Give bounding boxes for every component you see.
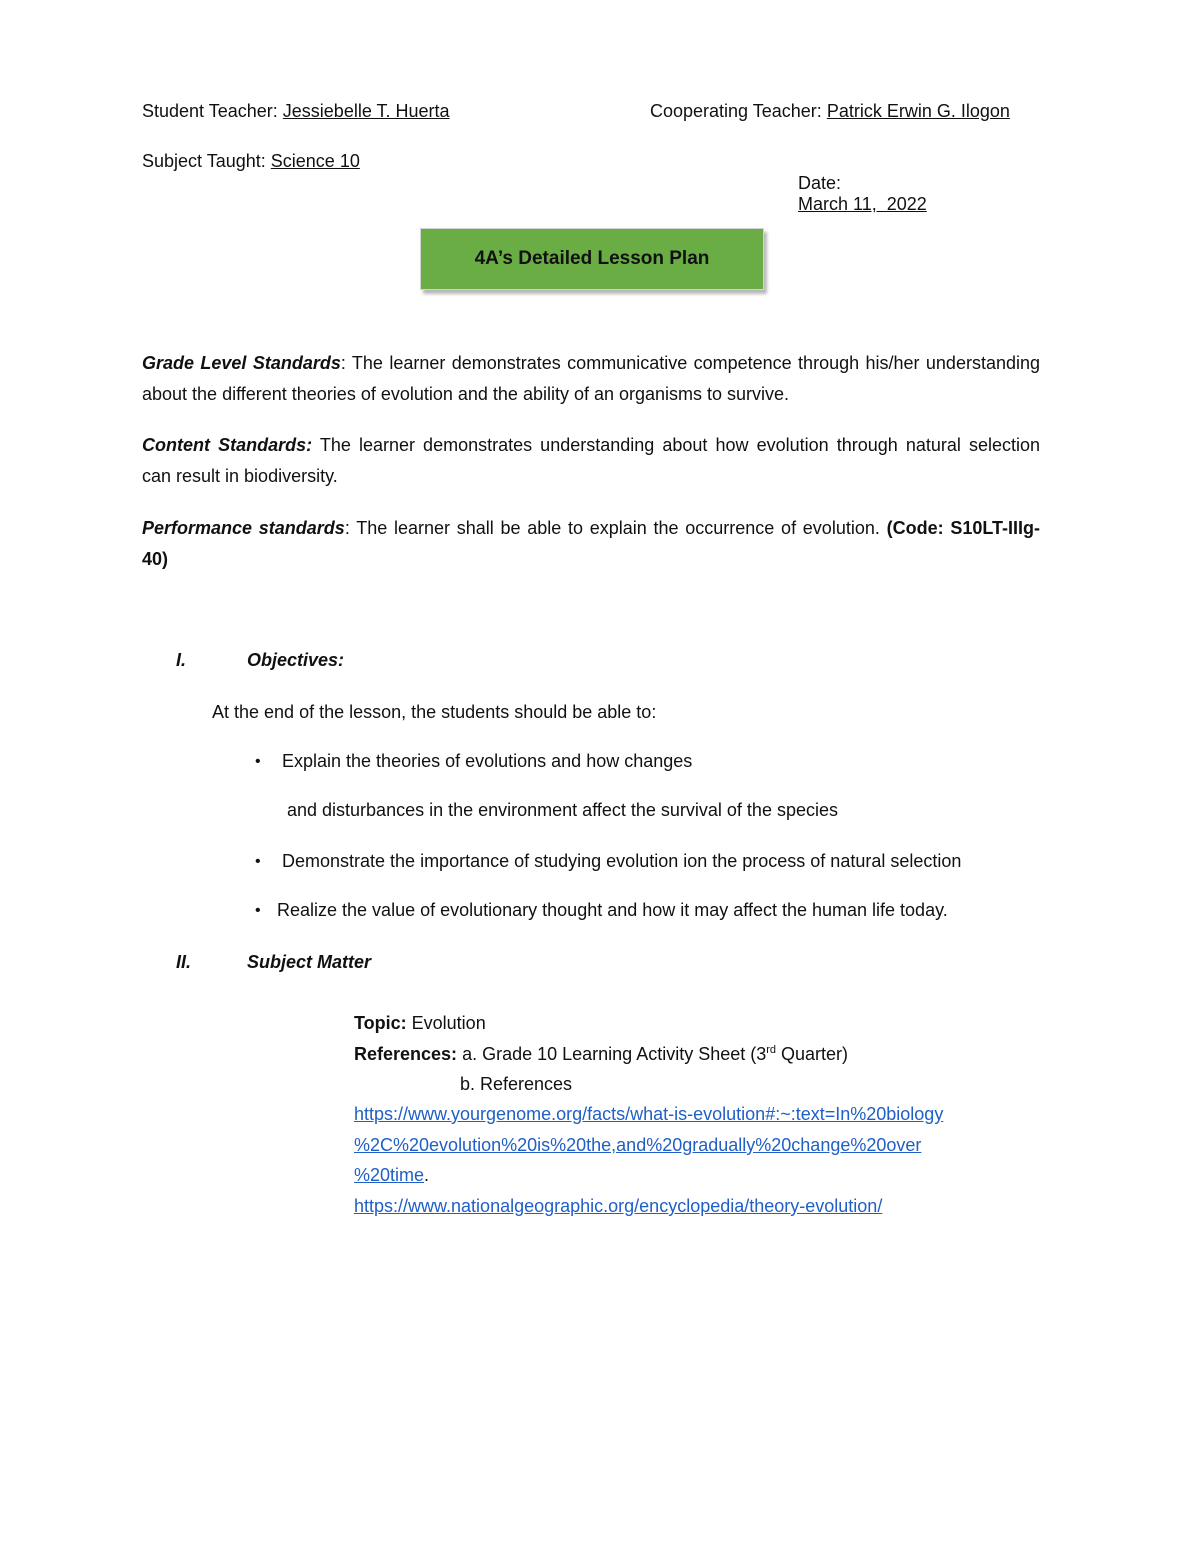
- cooperating-teacher-label: Cooperating Teacher:: [650, 101, 822, 121]
- objective-1-line-2: and disturbances in the environment affect the survival of the species: [287, 800, 838, 820]
- student-teacher-name: Jessiebelle T. Huerta: [282, 101, 450, 121]
- performance-standards: [142, 513, 1040, 575]
- references-label: References:: [354, 1044, 458, 1064]
- content-standards-label: Content Standards:: [142, 435, 313, 455]
- date-value: March 11, 2022: [798, 194, 927, 215]
- reference-link-2-line[interactable]: [354, 1196, 882, 1218]
- subject-taught-line: [142, 151, 360, 173]
- reference-a-suffix: Quarter): [776, 1044, 849, 1064]
- reference-link-1-line-1[interactable]: [354, 1104, 943, 1126]
- subject-taught-label: Subject Taught:: [142, 151, 266, 171]
- objective-2: Demonstrate the importance of studying evolution ion the process of natural selection: [282, 851, 962, 871]
- performance-standards-text: : The learner shall be able to explain the occurrence of evolution.: [344, 518, 887, 538]
- date-line: [788, 151, 927, 216]
- bullet-icon: •: [255, 753, 261, 770]
- bullet-icon: •: [255, 853, 261, 870]
- references-line: [354, 1044, 848, 1066]
- reference-link-1-line-2[interactable]: [354, 1135, 921, 1157]
- objectives-numeral: I.: [176, 650, 187, 670]
- objective-3: Realize the value of evolutionary thought and how it may affect the human life today.: [277, 900, 948, 920]
- subject-taught-value: Science 10: [270, 151, 360, 171]
- cooperating-teacher-line: [650, 101, 1010, 123]
- topic-line: [354, 1013, 486, 1035]
- objective-1-line-1: Explain the theories of evolutions and how changes: [282, 751, 693, 771]
- performance-code: (Code: S10LT-IIIg-40): [142, 518, 1040, 569]
- reference-link-1-text-2[interactable]: %2C%20evolution%20is%20the,and%20gradually%20change%20over: [354, 1135, 922, 1155]
- date-label: Date:: [798, 172, 842, 193]
- reference-link-1-line-3[interactable]: [354, 1165, 429, 1187]
- grade-level-standards-text: : The learner demonstrates communicative competence through his/her understanding about the different theories of evolution and the ability of an organisms to survive.: [142, 353, 1040, 404]
- student-teacher-line: [142, 101, 450, 123]
- objectives-heading: Objectives:: [247, 650, 345, 670]
- performance-standards-label: Performance standards: [142, 518, 345, 538]
- content-standards: [142, 430, 1040, 492]
- subject-matter-heading: Subject Matter: [247, 952, 372, 972]
- grade-level-standards-label: Grade Level Standards: [142, 353, 341, 373]
- grade-level-standards: [142, 348, 1040, 410]
- lesson-plan-title: 4A’s Detailed Lesson Plan: [420, 228, 764, 290]
- objectives-intro: At the end of the lesson, the students should be able to:: [212, 702, 657, 722]
- content-standards-text: The learner demonstrates understanding about how evolution through natural selection can result in biodiversity.: [142, 435, 1040, 486]
- reference-a-prefix: a. Grade 10 Learning Activity Sheet (3: [457, 1044, 767, 1064]
- reference-b: b. References: [460, 1074, 573, 1094]
- cooperating-teacher-name: Patrick Erwin G. Ilogon: [826, 101, 1010, 121]
- reference-link-1-text-1[interactable]: https://www.yourgenome.org/facts/what-is-evolution#:~:text=In%20biology: [354, 1104, 944, 1124]
- reference-link-1-period: .: [424, 1165, 430, 1185]
- bullet-icon: •: [255, 902, 261, 919]
- student-teacher-label: Student Teacher:: [142, 101, 278, 121]
- topic-value: Evolution: [406, 1013, 486, 1033]
- topic-label: Topic:: [354, 1013, 407, 1033]
- reference-link-2[interactable]: https://www.nationalgeographic.org/encyclopedia/theory-evolution/: [354, 1196, 883, 1216]
- subject-matter-numeral: II.: [176, 952, 192, 972]
- reference-a-superscript: rd: [766, 1044, 777, 1056]
- reference-link-1-text-3[interactable]: %20time: [354, 1165, 425, 1185]
